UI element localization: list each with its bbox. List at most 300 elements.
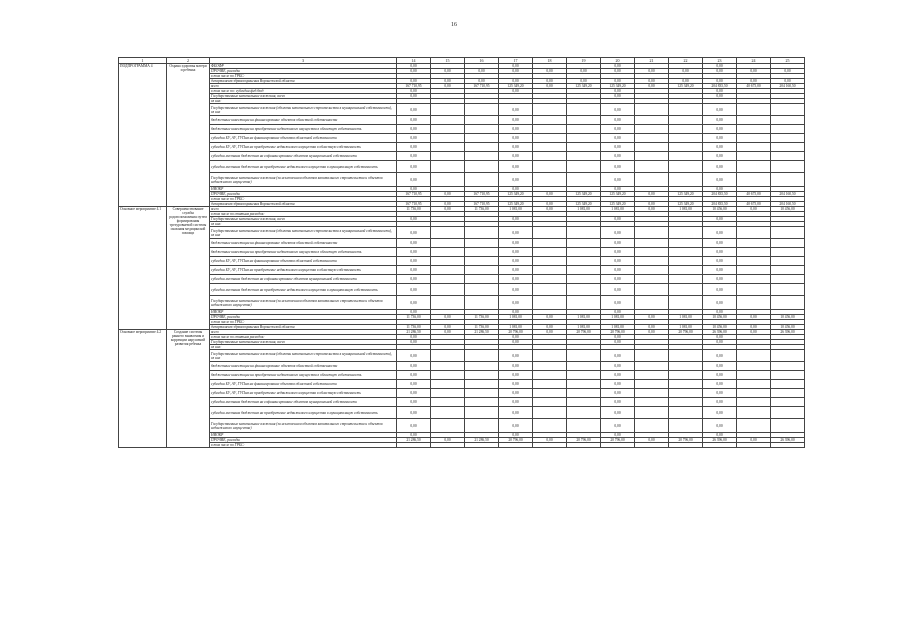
value-cell: 0,00 [397, 239, 431, 248]
value-cell: 0,00 [703, 433, 737, 438]
value-cell: 0,00 [397, 125, 431, 134]
value-cell [771, 248, 805, 257]
row-description: НИОКР [210, 187, 397, 192]
value-cell: 0,00 [567, 69, 601, 74]
row-description: Государственные капитальные вложения, всего [210, 217, 397, 222]
value-cell: 0,00 [635, 69, 669, 74]
value-cell: 0,00 [601, 64, 635, 69]
value-cell: 0,00 [499, 152, 533, 161]
value-cell: 0,00 [431, 330, 465, 335]
value-cell: 0,00 [499, 239, 533, 248]
value-cell [669, 104, 703, 116]
value-cell [431, 161, 465, 173]
value-cell: 0,00 [499, 310, 533, 315]
value-cell: 0,00 [397, 187, 431, 192]
value-cell [737, 125, 771, 134]
table-row [119, 371, 805, 380]
value-cell: 0,00 [703, 296, 737, 310]
value-cell [533, 134, 567, 143]
value-cell [465, 380, 499, 389]
value-cell: 0,00 [601, 362, 635, 371]
value-cell: 125 349,20 [601, 84, 635, 89]
value-cell [771, 407, 805, 419]
value-cell: 125 349,20 [669, 202, 703, 207]
budget-table [118, 57, 805, 448]
value-cell: 0,00 [533, 84, 567, 89]
value-cell: 0,00 [601, 284, 635, 296]
value-cell [771, 116, 805, 125]
value-cell: 0,00 [737, 330, 771, 335]
value-cell [635, 227, 669, 239]
value-cell: 0,00 [397, 389, 431, 398]
value-cell [431, 104, 465, 116]
value-cell: 0,00 [703, 419, 737, 433]
value-cell: 0,00 [499, 89, 533, 94]
value-cell [465, 419, 499, 433]
value-cell: 0,00 [397, 248, 431, 257]
value-cell [771, 350, 805, 362]
value-cell: 0,00 [397, 217, 431, 222]
value-cell: 0,00 [499, 380, 533, 389]
value-cell [737, 407, 771, 419]
value-cell: 204 160,50 [771, 192, 805, 197]
value-cell: 0,00 [601, 116, 635, 125]
value-cell: 0,00 [499, 79, 533, 84]
value-cell [635, 275, 669, 284]
value-cell: 0,00 [703, 266, 737, 275]
value-cell: 0,00 [703, 284, 737, 296]
value-cell [567, 380, 601, 389]
value-cell [465, 248, 499, 257]
value-cell [635, 116, 669, 125]
value-cell: 10 456,00 [703, 325, 737, 330]
table-row [119, 227, 805, 239]
value-cell: 0,00 [601, 79, 635, 84]
value-cell [465, 362, 499, 371]
value-cell [431, 350, 465, 362]
value-cell: 11 736,00 [397, 207, 431, 212]
value-cell: 0,00 [703, 340, 737, 345]
value-cell [635, 104, 669, 116]
value-cell [669, 152, 703, 161]
value-cell [431, 116, 465, 125]
value-cell: 10 456,00 [771, 207, 805, 212]
value-cell [431, 398, 465, 407]
value-cell [431, 227, 465, 239]
value-cell: 0,00 [737, 69, 771, 74]
value-cell: 0,00 [499, 340, 533, 345]
value-cell [635, 248, 669, 257]
value-cell: 0,00 [397, 340, 431, 345]
value-cell [737, 161, 771, 173]
table-row [119, 419, 805, 433]
value-cell: 0,00 [397, 64, 431, 69]
value-cell [737, 248, 771, 257]
value-cell [669, 419, 703, 433]
value-cell: 26 396,00 [703, 438, 737, 443]
value-cell: 20 796,00 [601, 438, 635, 443]
value-cell [567, 407, 601, 419]
row-description: Государственные капитальные вложения, всего [210, 340, 397, 345]
value-cell [567, 275, 601, 284]
value-cell: 0,00 [499, 248, 533, 257]
table-row [119, 407, 805, 419]
value-cell [737, 173, 771, 187]
header-cell: 22 [669, 58, 703, 64]
header-cell: 1 [119, 58, 167, 64]
value-cell: 0,00 [431, 69, 465, 74]
value-cell [533, 161, 567, 173]
header-cell: 18 [533, 58, 567, 64]
value-cell [533, 398, 567, 407]
value-cell [669, 239, 703, 248]
value-cell [567, 284, 601, 296]
value-cell: 40 675,00 [737, 192, 771, 197]
value-cell: 125 349,20 [499, 192, 533, 197]
program-name-cell: Совершенствование службы родовспоможения путем формирования трехуровневой системы оказания медицинской помощи [167, 207, 210, 330]
value-cell [635, 398, 669, 407]
value-cell [635, 407, 669, 419]
value-cell: 0,00 [499, 217, 533, 222]
value-cell [737, 371, 771, 380]
value-cell: 40 675,00 [737, 84, 771, 89]
value-cell [669, 173, 703, 187]
value-cell: 0,00 [771, 79, 805, 84]
value-cell [567, 266, 601, 275]
value-cell: 1 081,00 [669, 207, 703, 212]
value-cell: 0,00 [703, 187, 737, 192]
value-cell: 0,00 [499, 433, 533, 438]
value-cell [567, 161, 601, 173]
value-cell: 0,00 [499, 64, 533, 69]
row-description: департамент здравоохранения Воронежской области [210, 325, 397, 330]
value-cell [771, 227, 805, 239]
value-cell: 0,00 [601, 419, 635, 433]
value-cell [737, 143, 771, 152]
row-description: НИОКР [210, 433, 397, 438]
row-description: субсидии местным бюджетам на софинансирование объектов муниципальной собственности [210, 152, 397, 161]
value-cell [737, 227, 771, 239]
table-row [119, 116, 805, 125]
value-cell: 0,00 [703, 89, 737, 94]
header-cell: 23 [703, 58, 737, 64]
value-cell: 1 081,00 [669, 325, 703, 330]
value-cell [431, 248, 465, 257]
row-description: в том числе по статьям расходов: [210, 212, 397, 217]
value-cell: 21 286,50 [397, 438, 431, 443]
value-cell: 125 349,20 [499, 202, 533, 207]
value-cell [669, 407, 703, 419]
value-cell [669, 227, 703, 239]
value-cell: 0,00 [397, 266, 431, 275]
value-cell: 0,00 [601, 275, 635, 284]
row-description: Государственные капитальные вложения (объекты капитального строительства в муниципальной собственности), из них [210, 104, 397, 116]
value-cell [465, 173, 499, 187]
value-cell [567, 116, 601, 125]
value-cell: 0,00 [703, 310, 737, 315]
value-cell [465, 239, 499, 248]
value-cell [533, 275, 567, 284]
value-cell: 0,00 [635, 79, 669, 84]
value-cell: 167 710,95 [397, 192, 431, 197]
value-cell: 0,00 [635, 330, 669, 335]
value-cell: 0,00 [533, 202, 567, 207]
value-cell [431, 380, 465, 389]
value-cell [567, 419, 601, 433]
value-cell [465, 125, 499, 134]
table-row [119, 380, 805, 389]
value-cell: 0,00 [499, 389, 533, 398]
value-cell: 0,00 [601, 89, 635, 94]
row-description: ФБОФР [210, 64, 397, 69]
value-cell: 0,00 [703, 116, 737, 125]
value-cell [397, 443, 431, 448]
row-description: всего [210, 207, 397, 212]
value-cell: 0,00 [533, 315, 567, 320]
header-cell: 2 [167, 58, 210, 64]
value-cell [431, 389, 465, 398]
value-cell: 0,00 [703, 217, 737, 222]
value-cell: 204 835,50 [703, 202, 737, 207]
row-description: Государственные капитальные вложения (объекты капитального строительства в муниципальной собственности), из них [210, 350, 397, 362]
value-cell [669, 350, 703, 362]
value-cell [567, 125, 601, 134]
value-cell: 11 736,00 [397, 315, 431, 320]
value-cell [567, 350, 601, 362]
value-cell [737, 398, 771, 407]
value-cell [567, 248, 601, 257]
value-cell: 0,00 [499, 173, 533, 187]
table-row [119, 248, 805, 257]
row-description: в том числе по: субсидии фед.бюд [210, 89, 397, 94]
value-cell: 0,00 [499, 104, 533, 116]
value-cell [635, 134, 669, 143]
value-cell: 0,00 [635, 84, 669, 89]
table-row [119, 362, 805, 371]
value-cell: 0,00 [635, 192, 669, 197]
value-cell: 20 796,00 [567, 330, 601, 335]
value-cell: 0,00 [737, 325, 771, 330]
value-cell: 20 796,00 [601, 330, 635, 335]
value-cell [669, 161, 703, 173]
value-cell: 1 081,00 [567, 207, 601, 212]
value-cell [771, 161, 805, 173]
value-cell [465, 350, 499, 362]
value-cell [635, 239, 669, 248]
value-cell: 0,00 [397, 104, 431, 116]
value-cell [567, 152, 601, 161]
value-cell [567, 257, 601, 266]
value-cell: 0,00 [431, 438, 465, 443]
value-cell [635, 257, 669, 266]
value-cell [635, 350, 669, 362]
table-row [119, 134, 805, 143]
value-cell: 0,00 [397, 335, 431, 340]
value-cell [669, 143, 703, 152]
value-cell: 0,00 [397, 161, 431, 173]
value-cell: 0,00 [703, 398, 737, 407]
value-cell: 0,00 [533, 325, 567, 330]
value-cell: 0,00 [601, 389, 635, 398]
value-cell: 0,00 [601, 340, 635, 345]
value-cell [533, 248, 567, 257]
value-cell: 0,00 [703, 239, 737, 248]
value-cell: 0,00 [601, 398, 635, 407]
value-cell: 0,00 [737, 438, 771, 443]
value-cell: 0,00 [397, 275, 431, 284]
value-cell [635, 380, 669, 389]
value-cell: 0,00 [397, 89, 431, 94]
value-cell: 0,00 [397, 116, 431, 125]
row-description: Государственные капитальные вложения (объекты капитального строительства в муниципальной собственности), из них [210, 227, 397, 239]
table-row [119, 173, 805, 187]
value-cell [533, 419, 567, 433]
row-description: Государственные капитальные вложения (за исключением объектов капитального строительства и объектов недвижимого имущества) [210, 296, 397, 310]
value-cell [635, 266, 669, 275]
value-cell: 26 396,00 [771, 438, 805, 443]
value-cell [669, 371, 703, 380]
value-cell: 0,00 [533, 438, 567, 443]
value-cell: 0,00 [431, 79, 465, 84]
row-description: всего [210, 330, 397, 335]
value-cell [431, 284, 465, 296]
value-cell: 0,00 [601, 104, 635, 116]
row-description: субсидии местным бюджетам на приобретение недвижимого имущества в муниципальную собственность [210, 161, 397, 173]
value-cell: 0,00 [499, 227, 533, 239]
value-cell: 0,00 [737, 79, 771, 84]
value-cell [737, 239, 771, 248]
value-cell: 0,00 [703, 143, 737, 152]
row-description: субсидии местным бюджетам на софинансирование объектов муниципальной собственности [210, 275, 397, 284]
value-cell: 1 081,00 [601, 207, 635, 212]
row-description: субсидии БУ, АУ, ГУПам на финансирование объектов областной собственности [210, 134, 397, 143]
value-cell: 0,00 [499, 284, 533, 296]
value-cell: 21 286,50 [397, 330, 431, 335]
value-cell: 0,00 [635, 207, 669, 212]
value-cell: 204 835,50 [703, 192, 737, 197]
value-cell [669, 362, 703, 371]
value-cell [635, 443, 669, 448]
value-cell [567, 239, 601, 248]
program-name-cell: Охрана здоровья матери и ребенка [167, 64, 210, 207]
value-cell: 0,00 [499, 335, 533, 340]
value-cell: 167 710,95 [397, 202, 431, 207]
value-cell: 125 349,20 [567, 192, 601, 197]
table-row [119, 143, 805, 152]
value-cell: 0,00 [703, 134, 737, 143]
value-cell: 0,00 [397, 284, 431, 296]
row-description: субсидии местным бюджетам на приобретение недвижимого имущества в муниципальную собственность [210, 284, 397, 296]
value-cell [635, 284, 669, 296]
value-cell: 125 349,20 [499, 84, 533, 89]
value-cell: 21 286,50 [465, 330, 499, 335]
value-cell [771, 104, 805, 116]
value-cell: 0,00 [703, 257, 737, 266]
value-cell [669, 116, 703, 125]
value-cell: 0,00 [499, 398, 533, 407]
row-description: бюджетные инвестиции на финансирование объектов областной собственности [210, 116, 397, 125]
row-description: субсидии БУ, АУ, ГУПам на приобретение недвижимого имущества в областную собственность [210, 143, 397, 152]
value-cell: 11 736,00 [397, 325, 431, 330]
value-cell [567, 398, 601, 407]
value-cell: 26 396,00 [771, 330, 805, 335]
value-cell: 125 349,20 [669, 192, 703, 197]
value-cell [567, 362, 601, 371]
row-description: из них: [210, 222, 397, 227]
value-cell: 1 081,00 [601, 325, 635, 330]
value-cell [465, 443, 499, 448]
value-cell: 0,00 [703, 94, 737, 99]
row-description: ПРОЧИЕ, расходы [210, 315, 397, 320]
value-cell [737, 266, 771, 275]
value-cell: 125 349,20 [601, 192, 635, 197]
value-cell: 0,00 [703, 125, 737, 134]
table-row [119, 239, 805, 248]
value-cell: 0,00 [397, 134, 431, 143]
value-cell [567, 371, 601, 380]
value-cell: 20 796,00 [669, 330, 703, 335]
header-cell: 15 [431, 58, 465, 64]
value-cell [567, 173, 601, 187]
value-cell: 0,00 [567, 79, 601, 84]
value-cell: 20 796,00 [669, 438, 703, 443]
value-cell: 0,00 [669, 79, 703, 84]
value-cell: 0,00 [703, 371, 737, 380]
header-cell: 14 [397, 58, 431, 64]
value-cell: 0,00 [703, 64, 737, 69]
row-description: департамент здравоохранения Воронежской области [210, 79, 397, 84]
value-cell: 0,00 [703, 248, 737, 257]
value-cell: 0,00 [499, 350, 533, 362]
value-cell [737, 104, 771, 116]
value-cell [533, 407, 567, 419]
value-cell: 0,00 [601, 239, 635, 248]
value-cell: 0,00 [601, 380, 635, 389]
value-cell: 0,00 [397, 173, 431, 187]
value-cell [533, 173, 567, 187]
row-description: из них: [210, 345, 397, 350]
value-cell: 0,00 [635, 325, 669, 330]
row-description: бюджетные инвестиции на финансирование объектов областной собственности [210, 239, 397, 248]
value-cell: 10 456,00 [771, 325, 805, 330]
value-cell [431, 125, 465, 134]
value-cell [431, 419, 465, 433]
table-row [119, 284, 805, 296]
header-cell: 19 [567, 58, 601, 64]
value-cell [771, 152, 805, 161]
value-cell: 0,00 [397, 94, 431, 99]
value-cell: 0,00 [431, 84, 465, 89]
value-cell: 0,00 [397, 398, 431, 407]
value-cell: 0,00 [431, 202, 465, 207]
value-cell [533, 296, 567, 310]
value-cell [465, 161, 499, 173]
value-cell: 0,00 [397, 371, 431, 380]
value-cell: 1 081,00 [669, 315, 703, 320]
row-description: бюджетные инвестиции на приобретение недвижимого имущества в областную собственность [210, 125, 397, 134]
value-cell: 11 736,00 [465, 315, 499, 320]
value-cell [499, 443, 533, 448]
header-cell: 21 [635, 58, 669, 64]
value-cell [669, 398, 703, 407]
value-cell [533, 125, 567, 134]
value-cell [465, 389, 499, 398]
value-cell: 0,00 [533, 79, 567, 84]
value-cell: 0,00 [703, 79, 737, 84]
value-cell [533, 443, 567, 448]
value-cell: 0,00 [703, 104, 737, 116]
value-cell: 0,00 [601, 266, 635, 275]
